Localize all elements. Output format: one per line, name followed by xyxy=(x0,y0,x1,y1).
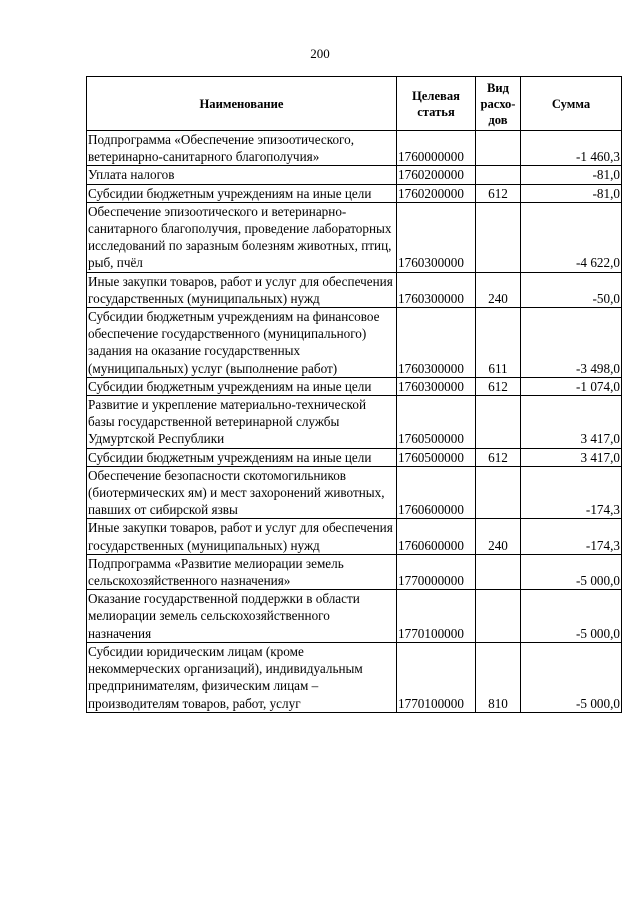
row-name: Субсидии юридическим лицам (кроме некоммерческих организаций), индивидуальным предпринимателям, физическим лицам – производителям товаров, работ, услуг xyxy=(87,642,397,712)
row-type: 810 xyxy=(476,642,521,712)
row-type xyxy=(476,590,521,643)
row-code: 1760000000 xyxy=(397,131,476,166)
row-name: Подпрограмма «Развитие мелиорации земель сельскохозяйственного назначения» xyxy=(87,554,397,589)
table-row xyxy=(87,308,622,378)
row-code: 1770100000 xyxy=(397,642,476,712)
table-row xyxy=(87,131,622,166)
table-row xyxy=(87,519,622,554)
table-row xyxy=(87,202,622,272)
header-type: Вид расхо-дов xyxy=(476,77,521,131)
row-type xyxy=(476,554,521,589)
row-code: 1760500000 xyxy=(397,448,476,466)
row-name: Субсидии бюджетным учреждениям на иные цели xyxy=(87,184,397,202)
row-type xyxy=(476,202,521,272)
row-name: Развитие и укрепление материально-технической базы государственной ветеринарной службы Удмуртской Республики xyxy=(87,396,397,449)
row-type: 612 xyxy=(476,184,521,202)
row-code: 1770100000 xyxy=(397,590,476,643)
row-name: Иные закупки товаров, работ и услуг для обеспечения государственных (муниципальных) нужд xyxy=(87,272,397,307)
row-type xyxy=(476,396,521,449)
row-type xyxy=(476,131,521,166)
row-sum: -3 498,0 xyxy=(521,308,622,378)
page-number: 200 xyxy=(310,46,330,61)
table-row xyxy=(87,642,622,712)
header-code: Целевая статья xyxy=(397,77,476,131)
row-code: 1760300000 xyxy=(397,377,476,395)
row-name: Оказание государственной поддержки в области мелиорации земель сельскохозяйственного назначения xyxy=(87,590,397,643)
table-row xyxy=(87,466,622,519)
row-sum: -4 622,0 xyxy=(521,202,622,272)
row-code: 1760300000 xyxy=(397,202,476,272)
row-sum: -5 000,0 xyxy=(521,642,622,712)
row-code: 1760300000 xyxy=(397,308,476,378)
row-name: Иные закупки товаров, работ и услуг для обеспечения государственных (муниципальных) нужд xyxy=(87,519,397,554)
row-name: Субсидии бюджетным учреждениям на иные цели xyxy=(87,448,397,466)
row-sum: -1 460,3 xyxy=(521,131,622,166)
row-name: Субсидии бюджетным учреждениям на финансовое обеспечение государственного (муниципального) задания на оказание государственных (муниципальных) услуг (выполнение работ) xyxy=(87,308,397,378)
table-row xyxy=(87,377,622,395)
row-sum: -1 074,0 xyxy=(521,377,622,395)
row-sum: -81,0 xyxy=(521,166,622,184)
table-row xyxy=(87,166,622,184)
row-type xyxy=(476,466,521,519)
row-sum: -81,0 xyxy=(521,184,622,202)
row-name: Обеспечение эпизоотического и ветеринарно-санитарного благополучия, проведение лабораторных исследований по заразным болезням животных, птиц, рыб, пчёл xyxy=(87,202,397,272)
row-type: 612 xyxy=(476,448,521,466)
row-code: 1770000000 xyxy=(397,554,476,589)
row-sum: 3 417,0 xyxy=(521,448,622,466)
row-code: 1760500000 xyxy=(397,396,476,449)
row-code: 1760600000 xyxy=(397,519,476,554)
header-name: Наименование xyxy=(87,77,397,131)
table-row xyxy=(87,272,622,307)
row-sum: -50,0 xyxy=(521,272,622,307)
table-header-row xyxy=(87,77,622,131)
row-type xyxy=(476,166,521,184)
row-type: 240 xyxy=(476,519,521,554)
row-sum: -5 000,0 xyxy=(521,590,622,643)
row-type: 612 xyxy=(476,377,521,395)
row-name: Уплата налогов xyxy=(87,166,397,184)
row-sum: -174,3 xyxy=(521,519,622,554)
row-code: 1760600000 xyxy=(397,466,476,519)
row-sum: -5 000,0 xyxy=(521,554,622,589)
header-sum: Сумма xyxy=(521,77,622,131)
budget-table xyxy=(86,76,622,713)
table-row xyxy=(87,590,622,643)
row-name: Субсидии бюджетным учреждениям на иные цели xyxy=(87,377,397,395)
row-name: Подпрограмма «Обеспечение эпизоотического, ветеринарно-санитарного благополучия» xyxy=(87,131,397,166)
row-name: Обеспечение безопасности скотомогильников (биотермических ям) и мест захоронений животных, павших от сибирской язвы xyxy=(87,466,397,519)
table-row xyxy=(87,184,622,202)
row-sum: -174,3 xyxy=(521,466,622,519)
table-row xyxy=(87,396,622,449)
table-row xyxy=(87,554,622,589)
row-sum: 3 417,0 xyxy=(521,396,622,449)
row-type: 240 xyxy=(476,272,521,307)
row-type: 611 xyxy=(476,308,521,378)
row-code: 1760300000 xyxy=(397,272,476,307)
table-row xyxy=(87,448,622,466)
row-code: 1760200000 xyxy=(397,184,476,202)
row-code: 1760200000 xyxy=(397,166,476,184)
